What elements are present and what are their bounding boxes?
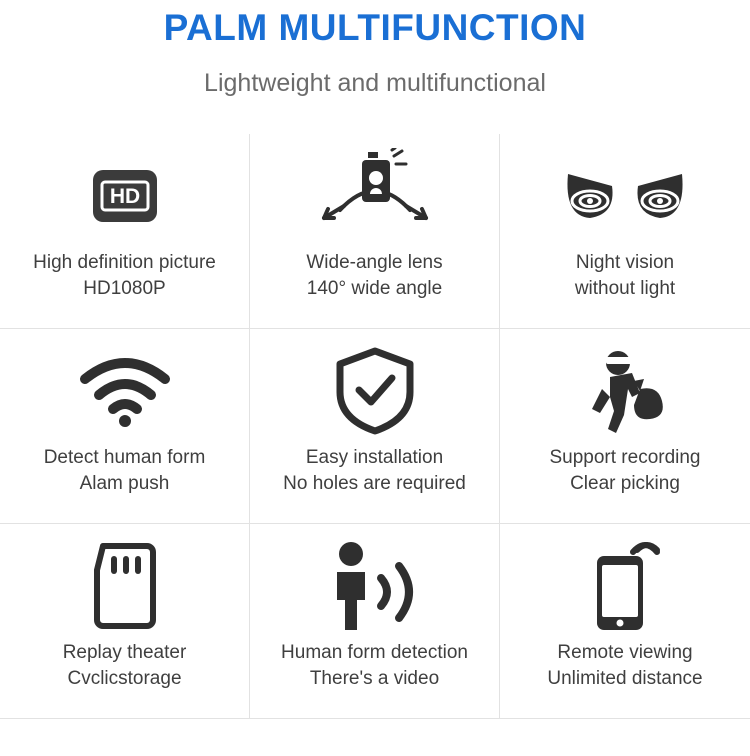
feature-line2: Clear picking bbox=[570, 473, 680, 494]
feature-line1: High definition picture bbox=[33, 252, 216, 273]
feature-label bbox=[575, 250, 675, 302]
feature-line2: Alam push bbox=[79, 473, 170, 494]
feature-line1: Night vision bbox=[575, 252, 675, 273]
feature-grid bbox=[0, 134, 750, 719]
feature-line2: without light bbox=[574, 278, 676, 299]
svg-text:HD: HD bbox=[109, 185, 140, 208]
feature-line1: Support recording bbox=[549, 447, 701, 468]
feature-line2: Unlimited distance bbox=[547, 668, 703, 689]
feature-label bbox=[283, 445, 466, 497]
feature-cell-replay-theater bbox=[0, 524, 250, 719]
feature-line1: Easy installation bbox=[305, 447, 444, 468]
feature-cell-wide-angle bbox=[250, 134, 500, 329]
human-motion-detection-icon bbox=[315, 538, 435, 634]
sd-card-icon bbox=[85, 538, 165, 634]
feature-line2: 140° wide angle bbox=[306, 278, 443, 299]
page-title: PALM MULTIFUNCTION bbox=[163, 7, 587, 48]
feature-label bbox=[63, 640, 187, 692]
feature-label bbox=[33, 250, 216, 302]
feature-cell-easy-installation bbox=[250, 329, 500, 524]
feature-line1: Detect human form bbox=[43, 447, 206, 468]
night-vision-eyes-icon bbox=[560, 148, 690, 244]
wifi-signal-icon bbox=[75, 343, 175, 439]
feature-cell-night-vision bbox=[500, 134, 750, 329]
feature-label bbox=[281, 640, 468, 692]
feature-line2: No holes are required bbox=[283, 473, 466, 494]
page-subtitle: Lightweight and multifunctional bbox=[204, 69, 546, 97]
feature-poster bbox=[0, 6, 750, 756]
phone-remote-view-icon bbox=[575, 538, 675, 634]
feature-cell-human-detection bbox=[250, 524, 500, 719]
wide-angle-camera-icon bbox=[310, 148, 440, 244]
feature-cell-support-recording bbox=[500, 329, 750, 524]
feature-label bbox=[44, 445, 206, 497]
hd-badge-icon bbox=[82, 148, 168, 244]
shield-check-icon bbox=[332, 343, 418, 439]
feature-line2: Cvclicstorage bbox=[67, 668, 182, 689]
feature-label bbox=[306, 250, 442, 302]
feature-label bbox=[547, 640, 702, 692]
feature-line2: There's a video bbox=[309, 668, 440, 689]
feature-line1: Wide-angle lens bbox=[306, 252, 443, 273]
feature-cell-remote-viewing bbox=[500, 524, 750, 719]
feature-label bbox=[549, 445, 700, 497]
feature-line1: Human form detection bbox=[281, 642, 468, 663]
feature-line2: HD1080P bbox=[83, 278, 166, 299]
feature-cell-detect-human bbox=[0, 329, 250, 524]
feature-line1: Remote viewing bbox=[557, 642, 693, 663]
thief-recording-icon bbox=[570, 343, 680, 439]
feature-cell-hd bbox=[0, 134, 250, 329]
feature-line1: Replay theater bbox=[62, 642, 187, 663]
